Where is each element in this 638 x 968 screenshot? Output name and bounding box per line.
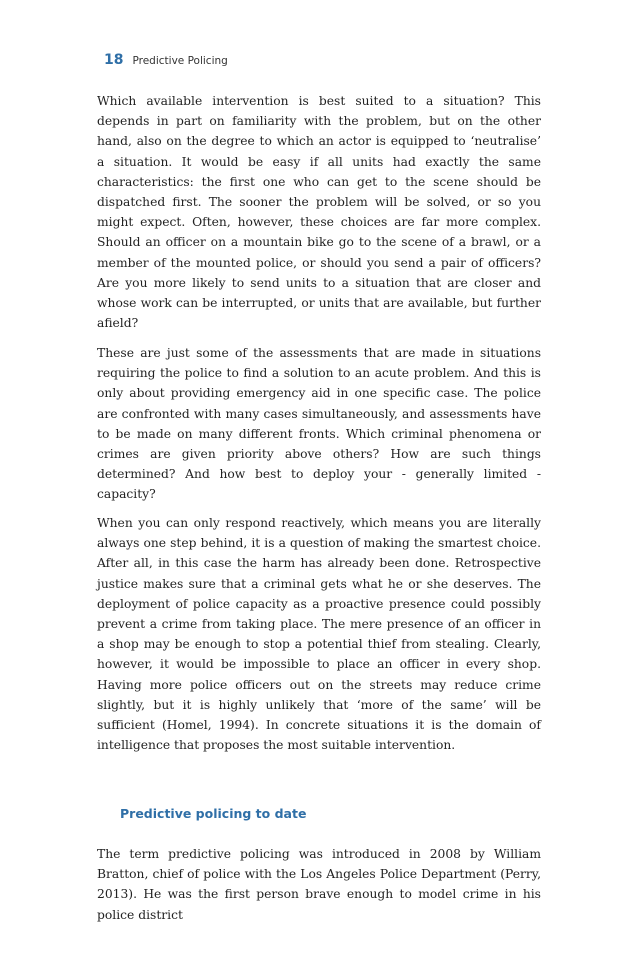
paragraph-reactive-response: When you can only respond reactively, which means you are literally always one step behind, it is a question of making the smartest choice. After all, in this case the harm has already been done. Retrospective justice makes sure that a criminal gets what he or she deserves. The deployment of police capacity as a proactive presence could possibly prevent a crime from taking place. The mere presence of an officer in a shop may be enough to stop a potential thief from stealing. Clearly, however, it would be impossible to place an officer in every shop. Having more police officers out on the streets may reduce crime slightly, but it is highly unlikely that ‘more of the same’ will be sufficient (Homel, 1994). In concrete situations it is the domain of intelligence that proposes the most suitable intervention. (97, 516, 541, 753)
running-title: Predictive Policing (132, 55, 228, 67)
running-head (104, 52, 228, 68)
paragraph-assessments: These are just some of the assessments that are made in situations requiring the police to find a solution to an acute problem. And this is only about providing emergency aid in one specific case. The police are confronted with many cases simultaneously, and assessments have to be made on many different fronts. Which criminal phenomena or crimes are given priority above others? How are such things determined? And how best to deploy your - generally limited - capacity? (97, 346, 541, 502)
paragraph-predictive-policing-history: The term predictive policing was introduced in 2008 by William Bratton, chief of police with the Los Angeles Police Department (Perry, 2013). He was the first person brave enough to model crime in his police district (97, 847, 541, 922)
section-heading: Predictive policing to date (120, 806, 307, 821)
page-number: 18 (104, 52, 124, 68)
paragraph-intervention: Which available intervention is best suited to a situation? This depends in part on familiarity with the problem, but on the other hand, also on the degree to which an actor is equipped to ‘neutralise’ a situation. It would be easy if all units had exactly the same characteristics: the first one who can get to the scene should be dispatched first. The sooner the problem will be solved, or so you might expect. Often, however, these choices are far more complex. Should an officer on a mountain bike go to the scene of a brawl, or a member of the mounted police, or should you send a pair of officers? Are you more likely to send units to a situation that are closer and whose work can be interrupted, or units that are available, but further afield? (97, 94, 541, 331)
